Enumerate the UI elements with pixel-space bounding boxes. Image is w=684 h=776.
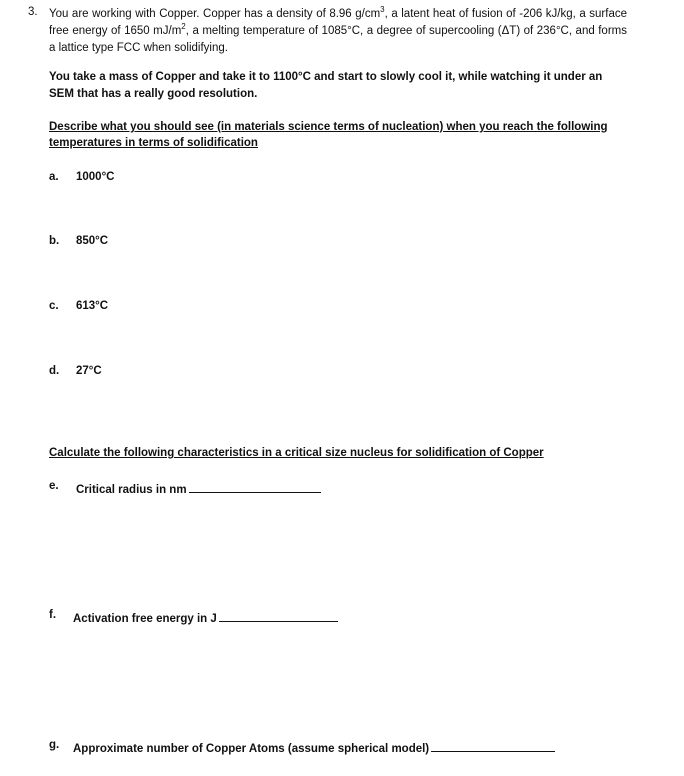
- superscript-3: 3: [380, 5, 385, 15]
- part-a-text: 1000°C: [76, 171, 115, 183]
- question-intro: [49, 6, 627, 57]
- part-g-text: Approximate number of Copper Atoms (assume spherical model): [73, 743, 430, 755]
- part-g-line: [73, 739, 555, 755]
- part-e-line: [76, 480, 321, 496]
- answer-blank-g[interactable]: [431, 739, 555, 752]
- part-b-letter: b.: [49, 235, 60, 247]
- part-c-text: 613°C: [76, 300, 109, 312]
- part-e-text: Critical radius in nm: [76, 484, 187, 496]
- answer-blank-f[interactable]: [219, 609, 338, 622]
- part-c-letter: c.: [49, 300, 59, 312]
- part-b-text: 850°C: [76, 235, 109, 247]
- part-g-letter: g.: [49, 739, 60, 751]
- part-f-letter: f.: [49, 609, 57, 621]
- answer-blank-e[interactable]: [189, 480, 321, 493]
- question-number: 3.: [28, 6, 38, 18]
- intro-text-3: , a melting temperature of 1085°C, a degree of supercooling (ΔT) of 236°C, and forms a lattice type FCC when solidifying.: [49, 25, 627, 54]
- instruction-describe: Describe what you should see (in materials science terms of nucleation) when you reach the following temperatures in terms of solidification: [49, 121, 608, 149]
- part-f-line: [73, 609, 338, 625]
- part-d-text: 27°C: [76, 365, 102, 377]
- intro-text-1: You are working with Copper. Copper has a density of 8.96 g/cm: [49, 8, 381, 20]
- part-e-letter: e.: [49, 480, 59, 492]
- part-d-letter: d.: [49, 365, 60, 377]
- superscript-2: 2: [181, 22, 186, 32]
- intro-text-2: , a latent heat of fusion of -206 kJ/kg, a surface free energy of 1650 mJ/m: [49, 8, 627, 37]
- experiment-setup: You take a mass of Copper and take it to 1100°C and start to slowly cool it, while watching it under an SEM that has a really good resolution.: [49, 71, 603, 100]
- instruction-calculate: Calculate the following characteristics in a critical size nucleus for solidification of Copper: [49, 447, 544, 459]
- part-a-letter: a.: [49, 171, 59, 183]
- part-f-text: Activation free energy in J: [73, 613, 217, 625]
